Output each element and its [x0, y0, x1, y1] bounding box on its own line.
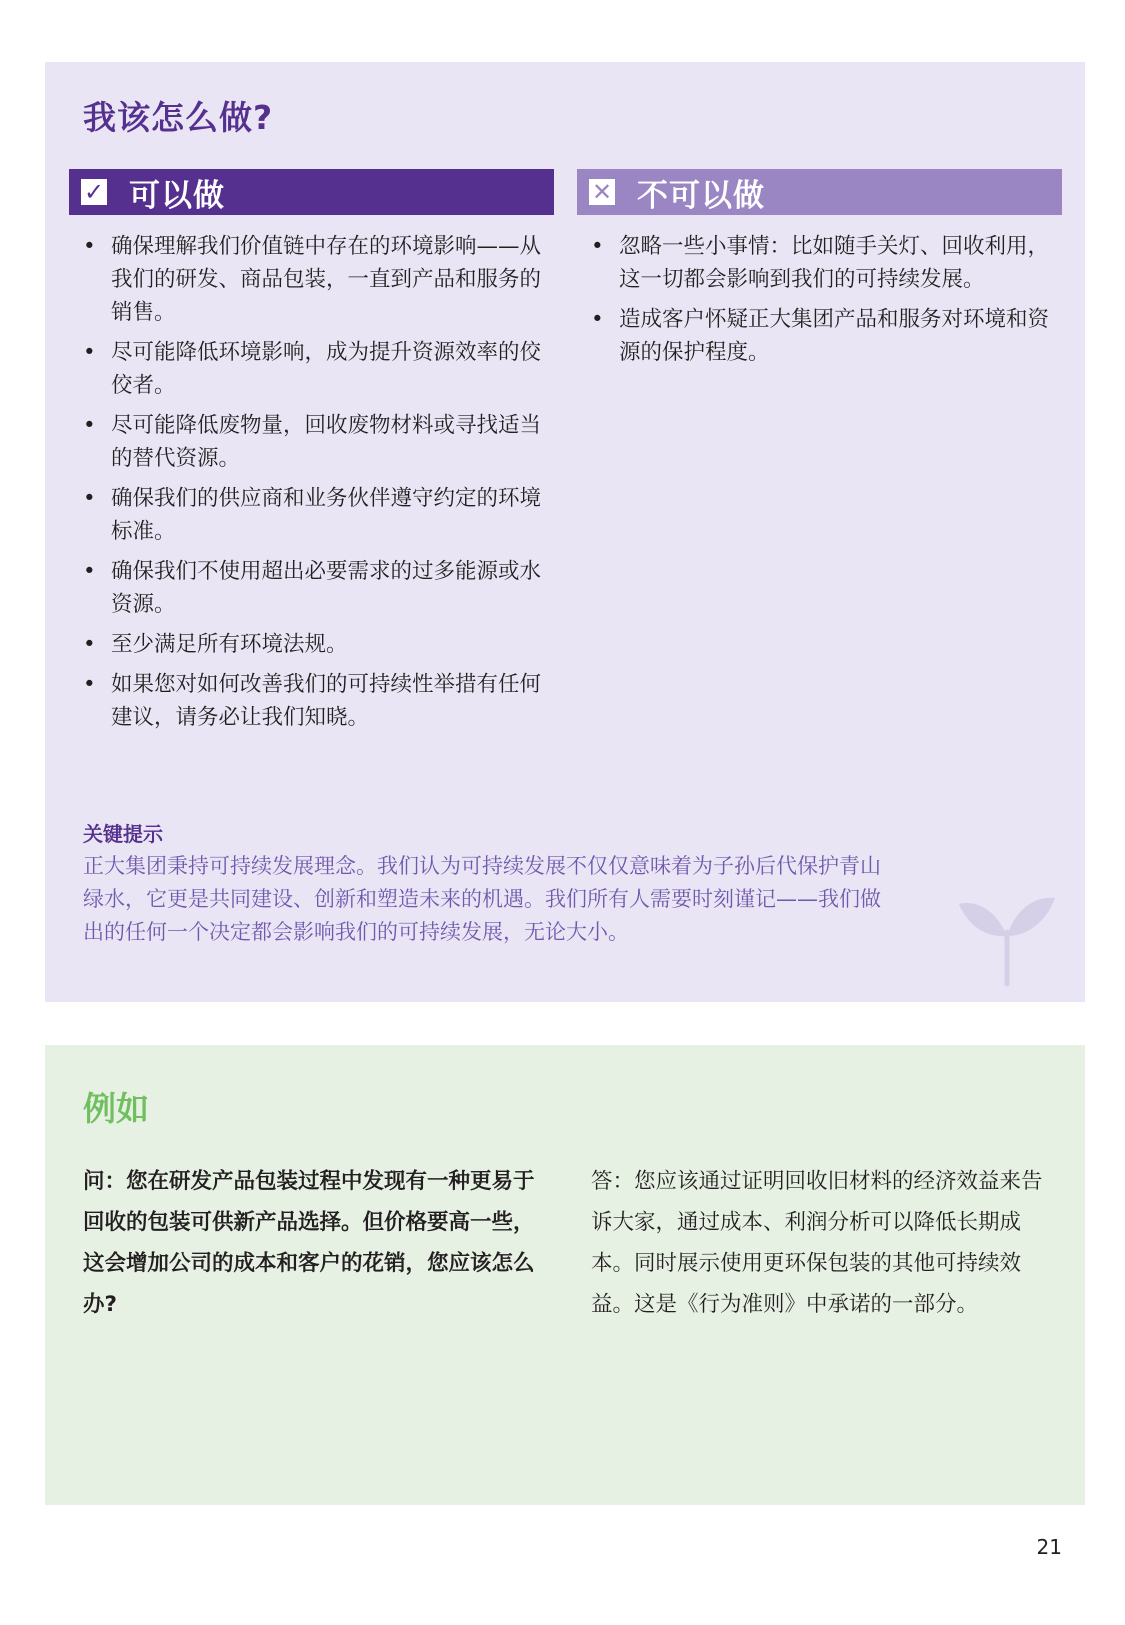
key-tip-title: 关键提示	[83, 822, 163, 846]
example-question: 问：您在研发产品包装过程中发现有一种更易于回收的包装可供新产品选择。但价格要高一些，这会增加公司的成本和客户的花销，您应该怎么办?	[83, 1169, 535, 1317]
sprout-icon	[957, 892, 1057, 987]
dont-list	[589, 230, 1054, 376]
do-item: • 如果您对如何改善我们的可持续性举措有任何建议，请务必让我们知晓。	[81, 668, 551, 734]
example-title: 例如	[83, 1089, 149, 1128]
page-number: 21	[1036, 1535, 1062, 1559]
checkbox-x-icon: ✕	[589, 179, 615, 205]
dont-heading: 不可以做	[637, 177, 765, 214]
dont-column-header	[577, 169, 1062, 215]
dont-item: • 忽略一些小事情：比如随手关灯、回收利用，这一切都会影响到我们的可持续发展。	[589, 230, 1054, 296]
guidance-panel	[45, 62, 1085, 1002]
section-title: 我该怎么做?	[83, 98, 274, 137]
do-heading: 可以做	[129, 177, 225, 214]
do-list	[81, 230, 551, 741]
do-item: • 至少满足所有环境法规。	[81, 628, 551, 661]
do-item: • 尽可能降低环境影响，成为提升资源效率的佼佼者。	[81, 336, 551, 402]
do-column-header	[69, 169, 554, 215]
do-item: • 尽可能降低废物量，回收废物材料或寻找适当的替代资源。	[81, 409, 551, 475]
example-answer: 答：您应该通过证明回收旧材料的经济效益来告诉大家，通过成本、利润分析可以降低长期成本。同时展示使用更环保包装的其他可持续效益。这是《行为准则》中承诺的一部分。	[591, 1169, 1043, 1317]
key-tip-text: 正大集团秉持可持续发展理念。我们认为可持续发展不仅仅意味着为子孙后代保护青山绿水，它更是共同建设、创新和塑造未来的机遇。我们所有人需要时刻谨记——我们做出的任何一个决定都会影响我们的可持续发展，无论大小。	[83, 854, 881, 944]
dont-item: • 造成客户怀疑正大集团产品和服务对环境和资源的保护程度。	[589, 303, 1054, 369]
do-item: • 确保我们不使用超出必要需求的过多能源或水资源。	[81, 555, 551, 621]
example-panel	[45, 1045, 1085, 1505]
do-item: • 确保我们的供应商和业务伙伴遵守约定的环境标准。	[81, 482, 551, 548]
do-item: • 确保理解我们价值链中存在的环境影响——从我们的研发、商品包装，一直到产品和服务的销售。	[81, 230, 551, 329]
checkbox-checked-icon: ✓	[81, 179, 107, 205]
